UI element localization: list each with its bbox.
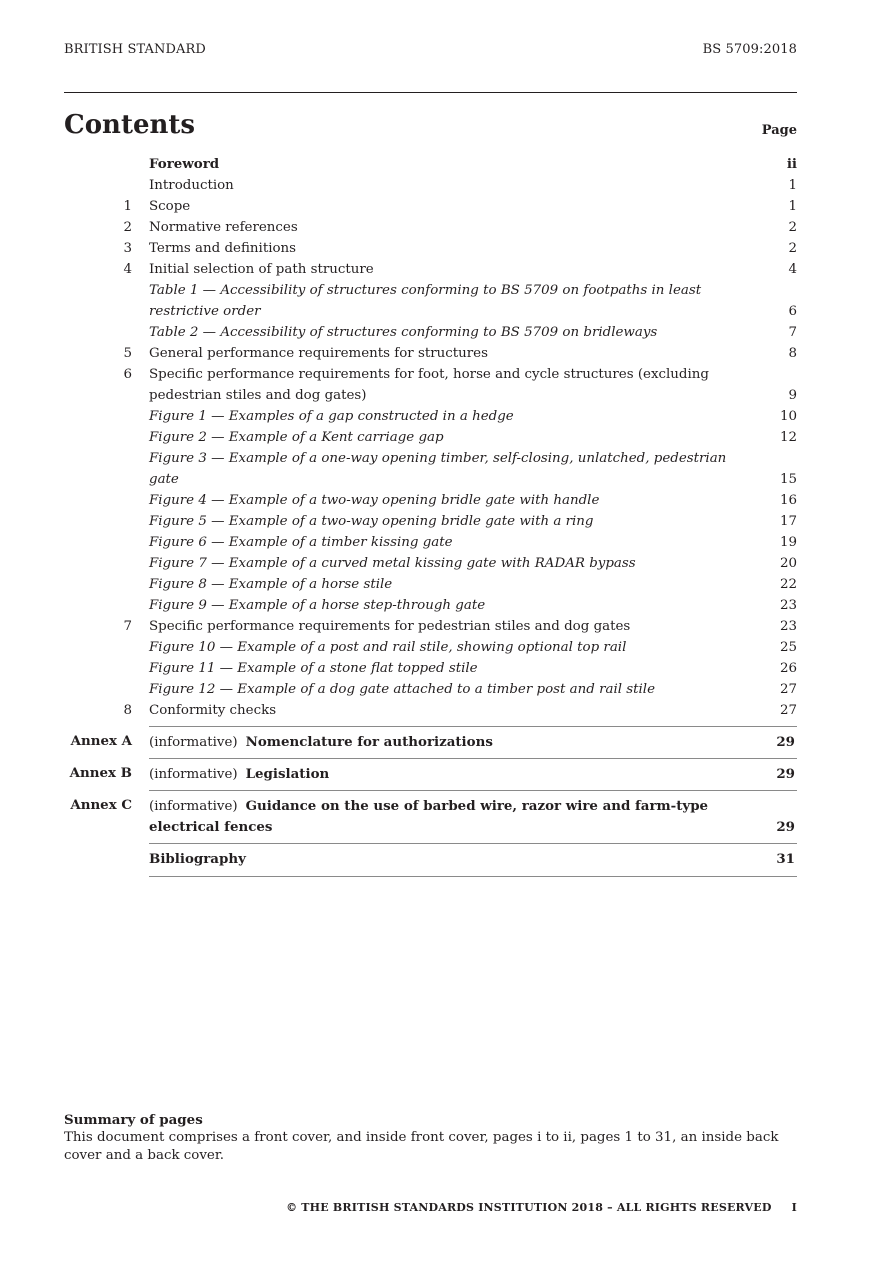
summary-text: This document comprises a front cover, and inside front cover, pages i to ii, pages 1 to 31, an inside back cover and a back cover. [64,1130,779,1163]
toc-entry[interactable] [64,637,797,658]
toc-entry[interactable] [64,154,797,175]
toc-entry-number: 2 [123,220,132,235]
toc-entry-page: 4 [788,262,797,277]
page-footer [286,1201,797,1214]
toc-entry[interactable] [64,427,797,448]
toc-entry[interactable] [64,238,797,259]
toc-entry-number: 5 [123,346,132,361]
toc-entry-title: Table 1 — Accessibility of structures conforming to BS 5709 on footpaths in least restrictive order [149,283,702,319]
annex-title: Legislation [245,766,330,782]
toc-entry-title: General performance requirements for structures [149,346,488,361]
toc-entry-title: Figure 12 — Example of a dog gate attached to a timber post and rail stile [149,682,656,697]
toc-entry-title: Figure 5 — Example of a two-way opening bridle gate with a ring [149,514,594,529]
toc-entry-title: Figure 2 — Example of a Kent carriage gap [149,430,444,445]
toc-entry-number: 4 [123,262,132,277]
toc-entry-page: 10 [779,409,797,424]
toc-annex-entry[interactable] [64,843,797,877]
toc-entry-title: Figure 6 — Example of a timber kissing gate [149,535,453,550]
toc-entry-number: 3 [123,241,132,256]
toc-entry-number: 8 [123,703,132,718]
toc-entry-page: 16 [779,493,797,508]
annex-type: (informative) [149,767,238,782]
toc-entry-title: Figure 11 — Example of a stone flat topped stile [149,661,478,676]
toc-entry-page: 1 [788,199,797,214]
summary-of-pages [64,1111,797,1165]
toc-entry[interactable] [64,490,797,511]
toc-entry-page: 9 [788,388,797,403]
toc-entry-page: 2 [788,241,797,256]
toc-entry-page: 7 [788,325,797,340]
page-column-label: Page [761,123,797,138]
toc-entry-number: 6 [123,367,132,382]
toc-entry-page: 19 [779,535,797,550]
annex-title-block [149,844,797,870]
toc-entry-title: Specific performance requirements for pedestrian stiles and dog gates [149,619,631,634]
summary-title: Summary of pages [64,1112,203,1128]
toc-entry-page: 6 [788,304,797,319]
toc-entry[interactable] [64,553,797,574]
toc-entry-title: Normative references [149,220,298,235]
annex-page: 31 [776,851,795,867]
annex-label: Annex C [70,797,132,813]
toc-entry-page: 27 [779,703,797,718]
toc-entry-page: 22 [779,577,797,592]
table-of-contents [64,154,797,877]
toc-entry[interactable] [64,511,797,532]
toc-entry-title: Terms and definitions [149,241,297,256]
annex-title: Bibliography [149,851,246,867]
annex-type: (informative) [149,799,238,814]
toc-annex-entry[interactable] [64,726,797,753]
toc-entry-title: Initial selection of path structure [149,262,374,277]
header-rule [64,92,797,93]
toc-entry-title: Figure 1 — Examples of a gap constructed in a hedge [149,409,514,424]
toc-entry-title: Figure 10 — Example of a post and rail stile, showing optional top rail [149,640,627,655]
toc-entry-title: Figure 8 — Example of a horse stile [149,577,393,592]
toc-entry-title: Foreword [149,156,220,172]
toc-entry-page: ii [786,156,797,172]
toc-entry[interactable] [64,364,797,406]
toc-entry[interactable] [64,259,797,280]
toc-entry[interactable] [64,595,797,616]
toc-annexes [64,726,797,877]
toc-entry[interactable] [64,700,797,721]
toc-entry-page: 23 [779,598,797,613]
toc-entry-title: Scope [149,199,191,214]
annex-divider-bottom [149,876,797,877]
toc-entry-title: Figure 3 — Example of a one-way opening timber, self-closing, unlatched, pedestrian gate [149,451,727,487]
toc-entry[interactable] [64,343,797,364]
toc-entry-title: Conformity checks [149,703,277,718]
toc-entry[interactable] [64,322,797,343]
toc-entry-title: Figure 7 — Example of a curved metal kissing gate with RADAR bypass [149,556,636,571]
toc-entry[interactable] [64,616,797,637]
toc-entry[interactable] [64,196,797,217]
toc-entry-page: 17 [779,514,797,529]
annex-type: (informative) [149,735,238,750]
toc-annex-entry[interactable] [64,758,797,785]
toc-entry-title: Figure 4 — Example of a two-way opening bridle gate with handle [149,493,600,508]
toc-entry-page: 2 [788,220,797,235]
toc-entry-page: 27 [779,682,797,697]
annex-title-block [149,727,797,753]
toc-entry-title: Table 2 — Accessibility of structures conforming to BS 5709 on bridleways [149,325,658,340]
toc-entry[interactable] [64,658,797,679]
toc-entry-page: 20 [779,556,797,571]
page-number: I [791,1201,797,1214]
toc-entries [64,154,797,721]
toc-entry-page: 26 [779,661,797,676]
toc-entry[interactable] [64,280,797,322]
toc-entry-number: 1 [123,199,132,214]
annex-page: 29 [776,734,795,750]
annex-page: 29 [776,766,795,782]
running-header-right: BS 5709:2018 [702,42,797,57]
toc-entry-page: 12 [779,430,797,445]
annex-label: Annex A [70,733,132,749]
toc-entry-title: Introduction [149,178,234,193]
page-title: Contents [64,110,196,140]
toc-entry[interactable] [64,532,797,553]
toc-entry-title: Figure 9 — Example of a horse step-through gate [149,598,486,613]
toc-entry-page: 8 [788,346,797,361]
toc-entry[interactable] [64,574,797,595]
toc-entry[interactable] [64,679,797,700]
annex-title-block [149,759,797,785]
toc-entry-page: 25 [779,640,797,655]
toc-entry-title: Specific performance requirements for foot, horse and cycle structures (excluding pedestrian stiles and dog gates) [149,367,709,403]
toc-entry[interactable] [64,175,797,196]
toc-annex-entry[interactable] [64,790,797,838]
toc-entry[interactable] [64,448,797,490]
annex-page: 29 [776,819,795,835]
toc-entry-number: 7 [123,619,132,634]
annex-title-block [149,791,797,838]
running-header-left: BRITISH STANDARD [64,42,206,57]
annex-title: Guidance on the use of barbed wire, razor wire and farm-type electrical fences [149,798,709,835]
toc-entry-page: 15 [779,472,797,487]
annex-title: Nomenclature for authorizations [245,734,493,750]
toc-entry[interactable] [64,406,797,427]
toc-entry[interactable] [64,217,797,238]
toc-entry-page: 1 [788,178,797,193]
annex-label: Annex B [69,765,132,781]
copyright-notice: © THE BRITISH STANDARDS INSTITUTION 2018 – ALL RIGHTS RESERVED [286,1201,772,1214]
toc-entry-page: 23 [779,619,797,634]
